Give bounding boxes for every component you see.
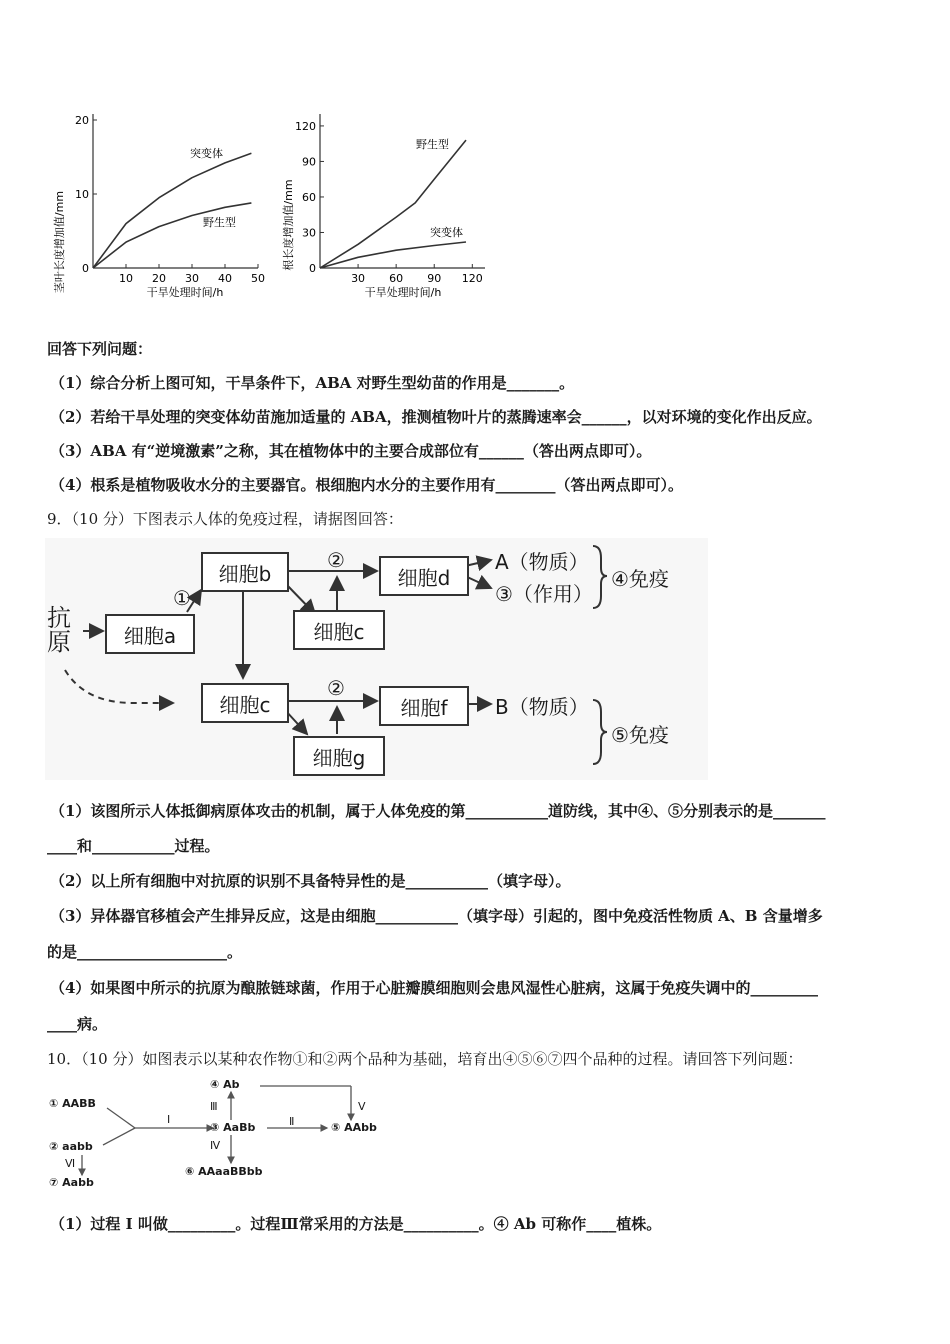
- product-a-label: A（物质）: [495, 550, 589, 574]
- cell-f-box: 细胞f: [379, 686, 469, 726]
- y-tick-label: 90: [302, 155, 316, 169]
- q9-part3-line2: 的是____________________。: [47, 943, 243, 961]
- series-line-0: [320, 140, 466, 268]
- q9-part4-line1: （4）如果图中所示的抗原为酿脓链球菌，作用于心脏瓣膜细胞则会患风湿性心脏病，这属于免疫失调中的_________: [50, 979, 818, 997]
- q9-title: 9．（10 分）下图表示人体的免疫过程，请据图回答：: [47, 510, 403, 528]
- variety-3: ③ AaBb: [210, 1121, 256, 1134]
- variety-2: ② aabb: [49, 1140, 93, 1153]
- process-6-label: Ⅵ: [65, 1157, 76, 1170]
- x-tick-label: 20: [152, 272, 166, 285]
- immunity-4-label: ④免疫: [611, 567, 669, 591]
- x-tick-label: 90: [427, 272, 442, 285]
- x-tick-label: 30: [351, 272, 366, 285]
- y-tick-label: 60: [302, 190, 316, 204]
- cell-b-box: 细胞b: [201, 552, 289, 592]
- process-5-label: Ⅴ: [358, 1100, 366, 1113]
- variety-7: ⑦ Aabb: [49, 1176, 94, 1189]
- q9-part1-line1: （1）该图所示人体抵御病原体攻击的机制，属于人体免疫的第___________道防线，其中④、⑤分别表示的是_______: [50, 802, 826, 820]
- series-line-0: [93, 153, 251, 268]
- answer-intro: 回答下列问题：: [47, 340, 153, 358]
- x-tick-label: 60: [389, 272, 404, 285]
- chart1-series-label-wild: 野生型: [203, 216, 236, 229]
- antigen-label: 抗 原: [47, 604, 71, 656]
- variety-5: ⑤ AAbb: [331, 1121, 377, 1134]
- root-growth-chart: [278, 100, 503, 305]
- step-2-bottom-label: ②: [327, 676, 345, 700]
- chart2-ylabel: 根长度增加值/mm: [282, 179, 295, 271]
- q8-part1: （1）综合分析上图可知，干旱条件下，ABA 对野生型幼苗的作用是_______。: [50, 374, 575, 392]
- q8-part3: （3）ABA 有“逆境激素”之称，其在植物体中的主要合成部位有______（答出两点即可）。: [50, 442, 652, 460]
- cell-c-bottom-box: 细胞c: [201, 683, 289, 723]
- cell-g-box: 细胞g: [293, 736, 385, 776]
- q9-part2: （2）以上所有细胞中对抗原的识别不具备特异性的是___________（填字母）。: [50, 872, 571, 890]
- cell-a-box: 细胞a: [105, 614, 195, 654]
- effect-3-label: ③（作用）: [495, 582, 593, 606]
- stem-leaf-growth-chart: [45, 100, 275, 305]
- step-2-top-label: ②: [327, 548, 345, 572]
- x-tick-label: 10: [119, 272, 133, 285]
- chart2-series-label-wild: 野生型: [416, 138, 449, 151]
- product-b-label: B（物质）: [495, 695, 589, 719]
- chart2-series-label-mutant: 突变体: [430, 226, 463, 239]
- variety-4: ④ Ab: [210, 1078, 240, 1091]
- y-tick-label: 20: [75, 114, 89, 127]
- cell-c-top-box: 细胞c: [293, 610, 385, 650]
- process-2-label: Ⅱ: [289, 1115, 295, 1128]
- x-tick-label: 50: [251, 272, 265, 285]
- chart1-ylabel: 茎叶长度增加值/mm: [53, 190, 66, 294]
- q9-part1-line2: ____和___________过程。: [47, 837, 220, 855]
- y-tick-label: 30: [302, 226, 316, 240]
- cell-d-box: 细胞d: [379, 556, 469, 596]
- q8-part4: （4）根系是植物吸收水分的主要器官。根细胞内水分的主要作用有________（答出两点即可）。: [50, 476, 683, 494]
- immune-process-diagram: [45, 538, 708, 780]
- variety-1: ① AABB: [49, 1097, 96, 1110]
- immunity-5-label: ⑤免疫: [611, 723, 669, 747]
- q9-part3-line1: （3）异体器官移植会产生排异反应，这是由细胞___________（填字母）引起的，图中免疫活性物质 A、B 含量增多: [50, 907, 823, 925]
- process-3-label: Ⅲ: [210, 1100, 218, 1113]
- y-tick-label: 10: [75, 188, 89, 201]
- chart2-xlabel: 干旱处理时间/h: [364, 286, 442, 299]
- y-tick-label: 120: [295, 119, 316, 133]
- q8-part2: （2）若给干旱处理的突变体幼苗施加适量的 ABA，推测植物叶片的蒸腾速率会______，以对环境的变化作出反应。: [50, 408, 822, 426]
- y-tick-label: 0: [309, 262, 316, 275]
- chart1-series-label-mutant: 突变体: [190, 147, 223, 160]
- y-tick-label: 0: [82, 262, 89, 275]
- q9-part4-line2: ____病。: [47, 1015, 108, 1033]
- breeding-process-diagram: [45, 1075, 405, 1195]
- process-4-label: Ⅳ: [210, 1139, 221, 1152]
- chart1-xlabel: 干旱处理时间/h: [146, 286, 224, 299]
- process-1-label: Ⅰ: [167, 1113, 171, 1126]
- q10-title: 10．（10 分）如图表示以某种农作物①和②两个品种为基础，培育出④⑤⑥⑦四个品种的过程。请回答下列问题：: [47, 1050, 803, 1068]
- x-tick-label: 30: [185, 272, 199, 285]
- x-tick-label: 40: [218, 272, 232, 285]
- q10-part1: （1）过程 I 叫做_________。过程Ⅲ常采用的方法是__________。④ Ab 可称作____植株。: [50, 1215, 662, 1233]
- step-1-label: ①: [173, 586, 191, 610]
- x-tick-label: 120: [461, 272, 483, 285]
- variety-6: ⑥ AAaaBBbb: [185, 1165, 263, 1178]
